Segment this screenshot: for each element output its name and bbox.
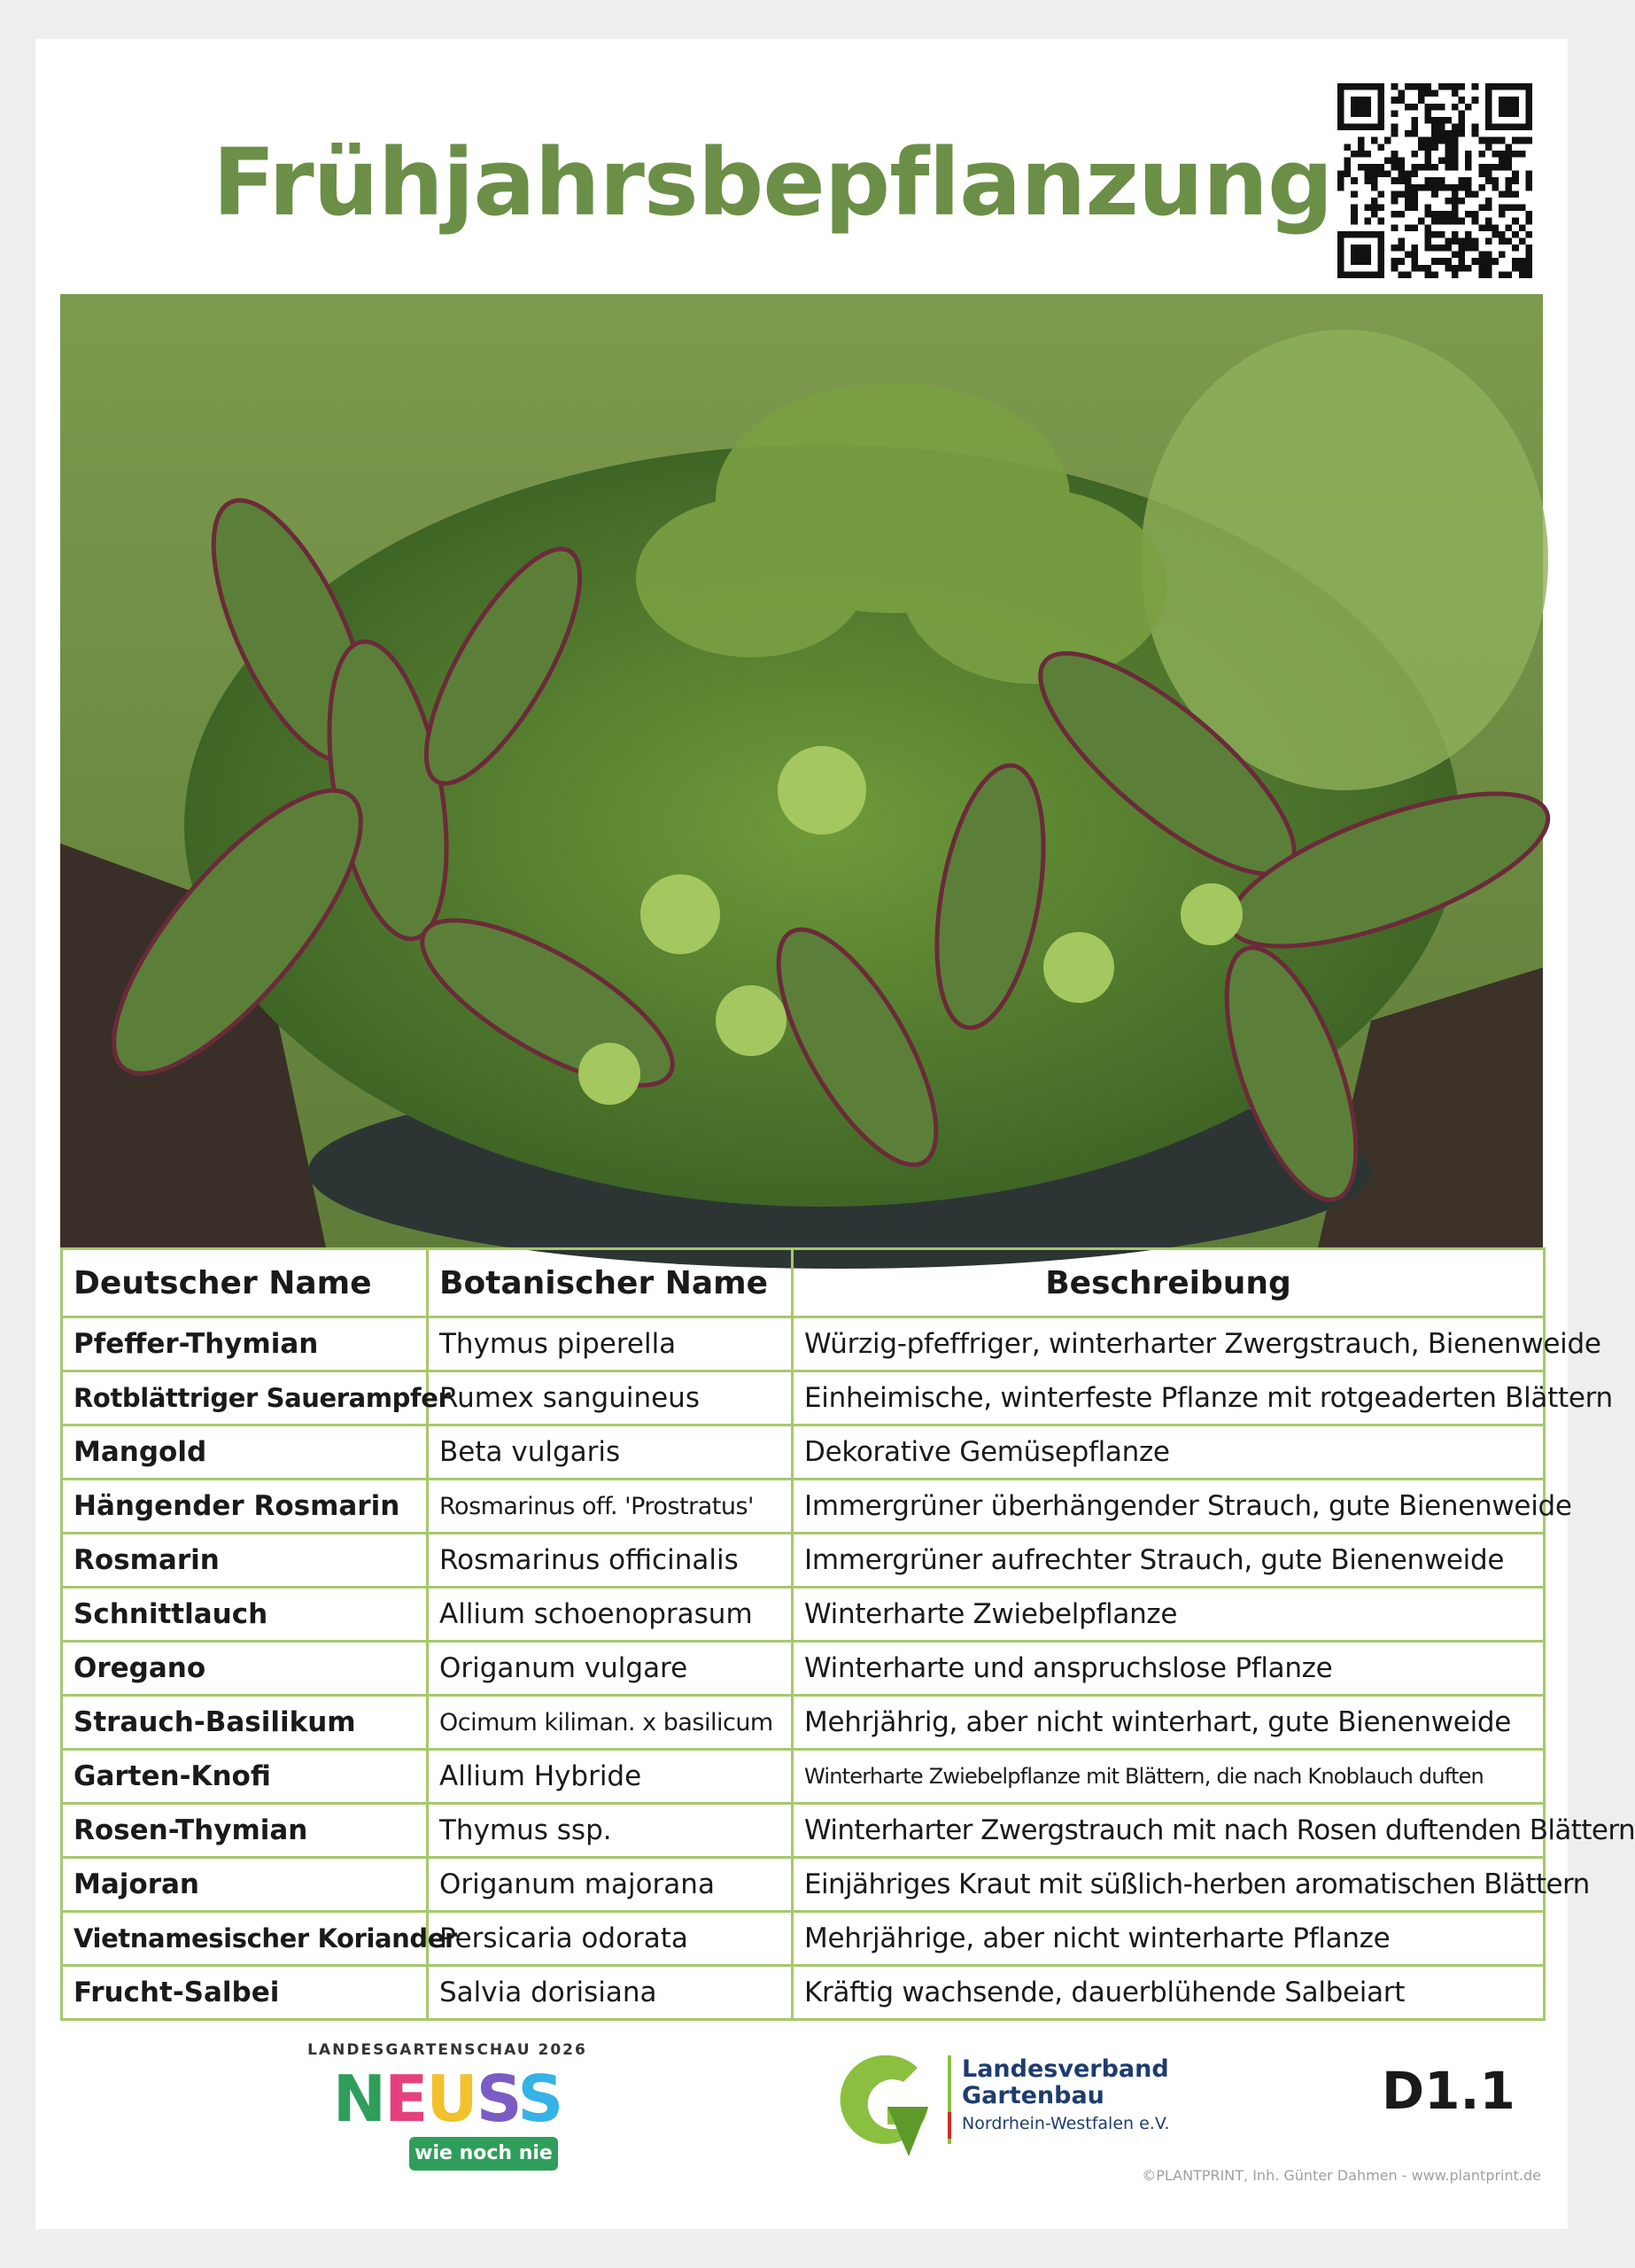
botanical-name: Rosmarinus off. 'Prostratus' [428,1480,793,1534]
table-row [62,1696,1545,1750]
description: Mehrjährige, aber nicht winterharte Pflanze [793,1912,1545,1966]
lvg-line2: Gartenbau [962,2082,1104,2109]
table-row [62,1317,1545,1371]
botanical-name: Origanum majorana [428,1858,793,1912]
table-row [62,1804,1545,1858]
table-header-row [62,1249,1545,1317]
description: Immergrüner überhängender Strauch, gute Bienenweide [793,1480,1545,1534]
german-name: Frucht-Salbei [62,1966,428,2020]
header-description: Beschreibung [793,1249,1545,1317]
neuss-wordmark-text: NEUSS [332,2062,562,2136]
table-row [62,1425,1545,1480]
description: Winterharter Zwergstrauch mit nach Rosen duftenden Blättern [793,1804,1545,1858]
landesverband-logo[interactable] [833,2043,1169,2176]
botanical-name: Beta vulgaris [428,1425,793,1480]
lvg-line3: Nordrhein-Westfalen e.V. [962,2114,1170,2133]
botanical-name: Thymus ssp. [428,1804,793,1858]
qr-code-icon[interactable] [1337,83,1532,278]
botanical-name: Salvia dorisiana [428,1966,793,2020]
table-row [62,1371,1545,1425]
german-name: Rosen-Thymian [62,1804,428,1858]
lvg-line1: Landesverband [962,2055,1169,2083]
german-name: Rotblättriger Sauerampfer [62,1371,428,1425]
botanical-name: Rumex sanguineus [428,1371,793,1425]
description: Immergrüner aufrechter Strauch, gute Bienenweide [793,1534,1545,1588]
description: Einheimische, winterfeste Pflanze mit rotgeaderten Blättern [793,1371,1545,1425]
german-name: Oregano [62,1642,428,1696]
botanical-name: Allium Hybride [428,1750,793,1804]
description: Mehrjährig, aber nicht winterhart, gute Bienenweide [793,1696,1545,1750]
botanical-name: Allium schoenoprasum [428,1588,793,1642]
table-row [62,1966,1545,2020]
lgs-top-text: LANDESGARTENSCHAU 2026 [307,2041,587,2059]
planter-photo [60,294,1543,1247]
botanical-name: Rosmarinus officinalis [428,1534,793,1588]
description: Würzig-pfeffriger, winterharter Zwergstrauch, Bienenweide [793,1317,1545,1371]
plant-table [60,1247,1635,2021]
description: Einjähriges Kraut mit süßlich-herben aromatischen Blättern [793,1858,1545,1912]
table-row [62,1588,1545,1642]
lvg-divider-accent [948,2112,951,2139]
description: Winterharte Zwiebelpflanze mit Blättern, die nach Knoblauch duften [793,1750,1545,1804]
description: Winterharte Zwiebelpflanze [793,1588,1545,1642]
page-title: Frühjahrsbepflanzung [213,128,1333,237]
landesgartenschau-logo[interactable] [301,2041,593,2218]
german-name: Garten-Knofi [62,1750,428,1804]
table-row [62,1858,1545,1912]
german-name: Vietnamesischer Koriander [62,1912,428,1966]
german-name: Majoran [62,1858,428,1912]
german-name: Strauch-Basilikum [62,1696,428,1750]
german-name: Schnittlauch [62,1588,428,1642]
header-german-name: Deutscher Name [62,1249,428,1317]
description: Winterharte und anspruchslose Pflanze [793,1642,1545,1696]
table-row [62,1912,1545,1966]
botanical-name: Persicaria odorata [428,1912,793,1966]
table-row [62,1534,1545,1588]
table-row [62,1480,1545,1534]
neuss-wordmark [301,2062,593,2136]
botanical-name: Ocimum kiliman. x basilicum [428,1696,793,1750]
german-name: Rosmarin [62,1534,428,1588]
german-name: Mangold [62,1425,428,1480]
table-row [62,1642,1545,1696]
botanical-name: Origanum vulgare [428,1642,793,1696]
sheet [35,39,1635,2229]
table-row [62,1750,1545,1804]
copyright-text: ©PLANTPRINT, Inh. Günter Dahmen - www.plantprint.de [1142,2167,1541,2184]
description: Kräftig wachsende, dauerblühende Salbeiart [793,1966,1545,2020]
header-botanical-name: Botanischer Name [428,1249,793,1317]
german-name: Hängender Rosmarin [62,1480,428,1534]
sign-code: D1.1 [1382,2061,1515,2121]
german-name: Pfeffer-Thymian [62,1317,428,1371]
description: Dekorative Gemüsepflanze [793,1425,1545,1480]
lgs-tagline: wie noch nie [409,2137,558,2171]
lvg-g-icon [833,2043,939,2167]
botanical-name: Thymus piperella [428,1317,793,1371]
